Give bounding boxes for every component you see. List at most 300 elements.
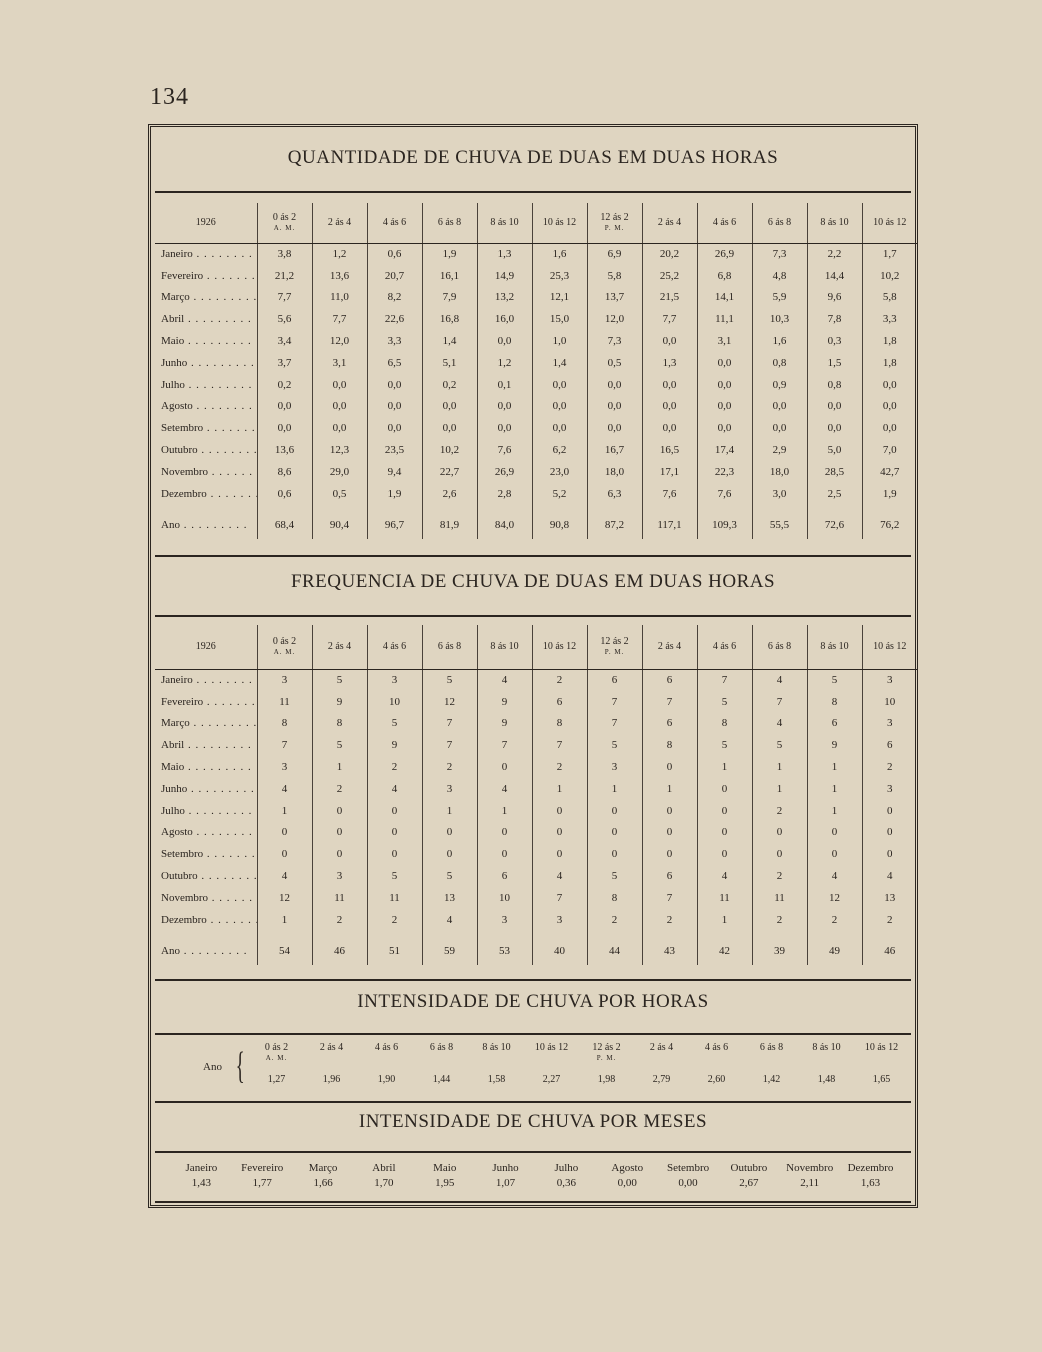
month-label: Novembro . . . bbox=[155, 461, 257, 483]
month-label: Maio . . . bbox=[155, 756, 257, 778]
table-cell: 7 bbox=[532, 887, 587, 909]
column-header-label: 8 ás 10 bbox=[812, 1042, 841, 1053]
table-cell: 1,8 bbox=[862, 330, 917, 352]
table-cell: 0 bbox=[752, 822, 807, 844]
column-header-label: 4 ás 6 bbox=[382, 641, 407, 653]
table-cell: 10,2 bbox=[422, 439, 477, 461]
column-header-label: 2 ás 4 bbox=[327, 641, 352, 653]
table-cell: 7,8 bbox=[807, 308, 862, 330]
table-cell: 4 bbox=[532, 865, 587, 887]
month-intensity bbox=[536, 1161, 597, 1191]
table-cell: 0,8 bbox=[752, 352, 807, 374]
intensity-value: 1,27 bbox=[267, 1074, 286, 1085]
year-header: 1926 bbox=[155, 625, 257, 669]
table-cell: 14,9 bbox=[477, 265, 532, 287]
table-cell: 0,0 bbox=[752, 396, 807, 418]
month-label: Agosto . . . bbox=[155, 822, 257, 844]
column-header bbox=[477, 203, 532, 243]
month-label: Setembro . . . bbox=[155, 417, 257, 439]
month-intensity bbox=[414, 1161, 475, 1191]
table-row bbox=[155, 287, 917, 309]
table-cell: 4 bbox=[257, 865, 312, 887]
table-cell: 4 bbox=[422, 909, 477, 931]
quantity-table bbox=[155, 203, 917, 539]
table-row bbox=[155, 265, 917, 287]
table-cell: 0,0 bbox=[642, 417, 697, 439]
month-label: Abril . . . bbox=[155, 734, 257, 756]
column-header-label: 4 ás 6 bbox=[712, 641, 737, 653]
table-cell: 3 bbox=[257, 756, 312, 778]
table-cell: 13,7 bbox=[587, 287, 642, 309]
table-cell: 6,5 bbox=[367, 352, 422, 374]
table-cell: 0,0 bbox=[367, 374, 422, 396]
table-cell: 16,8 bbox=[422, 308, 477, 330]
table-cell: 26,9 bbox=[477, 461, 532, 483]
table-cell: 53 bbox=[477, 931, 532, 965]
table-cell: 0,0 bbox=[422, 417, 477, 439]
table-cell: 11 bbox=[257, 691, 312, 713]
column-header-label: 2 ás 4 bbox=[327, 217, 352, 229]
table-cell: 12 bbox=[257, 887, 312, 909]
table-cell: 1,0 bbox=[532, 330, 587, 352]
table-cell: 0,6 bbox=[367, 243, 422, 265]
month-intensity bbox=[658, 1161, 719, 1191]
column-header-period: A. M. bbox=[273, 223, 296, 232]
column-header-period: A. M. bbox=[273, 647, 296, 656]
month-label: Outubro . . . bbox=[155, 865, 257, 887]
column-header-label: 6 ás 8 bbox=[767, 641, 792, 653]
month-intensity bbox=[353, 1161, 414, 1191]
column-header-label: 4 ás 6 bbox=[704, 1042, 729, 1053]
table-cell: 0 bbox=[642, 843, 697, 865]
table-cell: 5 bbox=[697, 734, 752, 756]
column-header-label: 10 ás 12 bbox=[542, 641, 577, 653]
table-cell: 10,3 bbox=[752, 308, 807, 330]
column-header-label: 10 ás 12 bbox=[873, 641, 907, 653]
column-header-label: 0 ás 2 bbox=[264, 1042, 289, 1053]
table-cell: 90,8 bbox=[532, 505, 587, 539]
table-cell: 0 bbox=[862, 843, 917, 865]
month-label: Outubro . . . bbox=[155, 439, 257, 461]
table-row bbox=[155, 669, 917, 691]
table-cell: 0 bbox=[807, 843, 862, 865]
table-row bbox=[155, 483, 917, 505]
month-name: Dezembro bbox=[847, 1162, 894, 1174]
year-header: 1926 bbox=[155, 203, 257, 243]
table-row bbox=[155, 691, 917, 713]
table-cell: 3 bbox=[862, 713, 917, 735]
table-cell: 7,7 bbox=[642, 308, 697, 330]
table-cell: 0 bbox=[477, 756, 532, 778]
column-header bbox=[752, 625, 807, 669]
table-cell: 3,1 bbox=[312, 352, 367, 374]
table-cell: 14,1 bbox=[697, 287, 752, 309]
table-cell: 1 bbox=[642, 778, 697, 800]
month-label: Novembro . . . bbox=[155, 887, 257, 909]
month-label: Janeiro . . . bbox=[155, 669, 257, 691]
table-cell: 2 bbox=[587, 909, 642, 931]
table-cell: 0 bbox=[752, 843, 807, 865]
column-header bbox=[697, 203, 752, 243]
table-cell: 96,7 bbox=[367, 505, 422, 539]
table-cell: 7 bbox=[477, 734, 532, 756]
column-header bbox=[532, 625, 587, 669]
table-cell: 0,0 bbox=[422, 396, 477, 418]
month-value: 1,66 bbox=[313, 1177, 333, 1189]
table-cell: 5 bbox=[367, 865, 422, 887]
table-cell: 2 bbox=[752, 909, 807, 931]
table-cell: 0,0 bbox=[642, 374, 697, 396]
table-cell: 2 bbox=[807, 909, 862, 931]
table-cell: 9 bbox=[367, 734, 422, 756]
table-cell: 3,7 bbox=[257, 352, 312, 374]
month-label: Dezembro . . . bbox=[155, 909, 257, 931]
table-cell: 1,6 bbox=[532, 243, 587, 265]
table-cell: 5 bbox=[422, 865, 477, 887]
intensity-hours-values bbox=[249, 1075, 909, 1085]
month-value: 0,00 bbox=[617, 1177, 637, 1189]
table-cell: 5 bbox=[422, 669, 477, 691]
column-header-label: 12 ás 2 bbox=[600, 635, 629, 647]
table-cell: 3,3 bbox=[367, 330, 422, 352]
table-cell: 11,1 bbox=[697, 308, 752, 330]
table-row bbox=[155, 243, 917, 265]
table-cell: 5 bbox=[367, 713, 422, 735]
table-cell: 7 bbox=[532, 734, 587, 756]
table-cell: 44 bbox=[587, 931, 642, 965]
table-cell: 0,0 bbox=[367, 417, 422, 439]
column-header-label: 10 ás 12 bbox=[864, 1042, 899, 1053]
intensity-value: 2,79 bbox=[652, 1074, 671, 1085]
table-cell: 5,2 bbox=[532, 483, 587, 505]
table-cell: 0 bbox=[257, 843, 312, 865]
column-header bbox=[689, 1043, 744, 1063]
table-cell: 1,5 bbox=[807, 352, 862, 374]
intensity-value: 1,96 bbox=[322, 1074, 341, 1085]
table-cell: 0,0 bbox=[862, 396, 917, 418]
table-cell: 1,4 bbox=[532, 352, 587, 374]
table-cell: 0 bbox=[862, 800, 917, 822]
table-cell: 6 bbox=[642, 669, 697, 691]
table-cell: 40 bbox=[532, 931, 587, 965]
table-cell: 117,1 bbox=[642, 505, 697, 539]
month-value: 1,43 bbox=[191, 1177, 212, 1189]
table-cell: 4 bbox=[752, 669, 807, 691]
table-cell: 9,4 bbox=[367, 461, 422, 483]
table-cell: 3 bbox=[312, 865, 367, 887]
intensity-value: 1,58 bbox=[487, 1074, 506, 1085]
table-cell: 4,8 bbox=[752, 265, 807, 287]
month-value: 1,70 bbox=[374, 1177, 394, 1189]
table-cell: 2 bbox=[532, 669, 587, 691]
table-cell: 81,9 bbox=[422, 505, 477, 539]
table-cell: 3 bbox=[257, 669, 312, 691]
month-name: Agosto bbox=[611, 1162, 644, 1174]
month-intensity bbox=[779, 1161, 840, 1191]
divider bbox=[155, 1033, 911, 1035]
table-cell: 2 bbox=[862, 756, 917, 778]
table-cell: 0 bbox=[312, 800, 367, 822]
table-cell: 5 bbox=[312, 669, 367, 691]
table-cell: 29,0 bbox=[312, 461, 367, 483]
table-cell: 46 bbox=[312, 931, 367, 965]
table-cell: 39 bbox=[752, 931, 807, 965]
table-cell: 17,4 bbox=[697, 439, 752, 461]
table-cell: 0 bbox=[587, 822, 642, 844]
table-cell: 0,0 bbox=[697, 374, 752, 396]
column-header-label: 6 ás 8 bbox=[767, 217, 792, 229]
table-cell: 6 bbox=[807, 713, 862, 735]
rain-tables-frame bbox=[148, 124, 918, 1208]
month-label: Agosto . . . bbox=[155, 396, 257, 418]
table-cell: 3 bbox=[587, 756, 642, 778]
table-cell: 0,8 bbox=[807, 374, 862, 396]
table-row bbox=[155, 778, 917, 800]
month-label: Maio . . . bbox=[155, 330, 257, 352]
column-header bbox=[469, 1043, 524, 1063]
table-cell: 0,2 bbox=[422, 374, 477, 396]
table-cell: 1,2 bbox=[312, 243, 367, 265]
table-cell: 3 bbox=[532, 909, 587, 931]
month-name: Fevereiro bbox=[241, 1162, 284, 1174]
column-header-label: 2 ás 4 bbox=[319, 1042, 344, 1053]
divider bbox=[155, 615, 911, 617]
table-cell: 1,9 bbox=[367, 483, 422, 505]
column-header bbox=[367, 625, 422, 669]
table-cell: 13 bbox=[422, 887, 477, 909]
table-cell: 22,7 bbox=[422, 461, 477, 483]
column-header bbox=[807, 625, 862, 669]
table-cell: 109,3 bbox=[697, 505, 752, 539]
column-header bbox=[312, 625, 367, 669]
table-cell: 0 bbox=[422, 822, 477, 844]
table-cell: 0,0 bbox=[257, 417, 312, 439]
column-header-period: P. M. bbox=[604, 647, 625, 656]
table-cell: 0 bbox=[697, 822, 752, 844]
table-cell: 2 bbox=[312, 909, 367, 931]
table-cell: 4 bbox=[752, 713, 807, 735]
table-row bbox=[155, 756, 917, 778]
divider bbox=[155, 1101, 911, 1103]
table-cell: 15,0 bbox=[532, 308, 587, 330]
month-label: Junho . . . bbox=[155, 352, 257, 374]
table-cell: 26,9 bbox=[697, 243, 752, 265]
column-header bbox=[312, 203, 367, 243]
table-cell: 2 bbox=[367, 756, 422, 778]
table-cell: 7,3 bbox=[587, 330, 642, 352]
table-cell: 2,6 bbox=[422, 483, 477, 505]
frequency-title: FREQUENCIA DE CHUVA DE DUAS EM DUAS HORAS bbox=[290, 571, 776, 592]
table-cell: 0,0 bbox=[807, 417, 862, 439]
table-cell: 7,7 bbox=[257, 287, 312, 309]
table-cell: 3,4 bbox=[257, 330, 312, 352]
month-label: Abril . . . bbox=[155, 308, 257, 330]
table-cell: 1 bbox=[807, 756, 862, 778]
table-cell: 1,6 bbox=[752, 330, 807, 352]
table-cell: 0,0 bbox=[312, 374, 367, 396]
table-cell: 8 bbox=[807, 691, 862, 713]
column-header-label: 2 ás 4 bbox=[649, 1042, 674, 1053]
table-cell: 3 bbox=[422, 778, 477, 800]
column-header-label: 8 ás 10 bbox=[820, 641, 849, 653]
column-header bbox=[862, 203, 917, 243]
table-cell: 2,8 bbox=[477, 483, 532, 505]
table-cell: 7,7 bbox=[312, 308, 367, 330]
table-cell: 0 bbox=[642, 800, 697, 822]
table-cell: 8 bbox=[697, 713, 752, 735]
column-header bbox=[697, 625, 752, 669]
year-total-row bbox=[155, 931, 917, 965]
month-intensity bbox=[475, 1161, 536, 1191]
table-cell: 8 bbox=[532, 713, 587, 735]
table-cell: 5,0 bbox=[807, 439, 862, 461]
column-header-label: 8 ás 10 bbox=[820, 217, 849, 229]
table-cell: 0,0 bbox=[807, 396, 862, 418]
table-cell: 76,2 bbox=[862, 505, 917, 539]
table-cell: 87,2 bbox=[587, 505, 642, 539]
column-header bbox=[642, 625, 697, 669]
table-cell: 0 bbox=[807, 822, 862, 844]
table-cell: 1 bbox=[752, 778, 807, 800]
divider bbox=[155, 555, 911, 557]
table-cell: 0,0 bbox=[587, 374, 642, 396]
column-header-label: 8 ás 10 bbox=[482, 1042, 511, 1053]
table-cell: 0 bbox=[697, 843, 752, 865]
table-cell: 6,3 bbox=[587, 483, 642, 505]
column-header bbox=[532, 203, 587, 243]
table-cell: 0 bbox=[587, 800, 642, 822]
column-header bbox=[587, 625, 642, 669]
table-cell: 0,0 bbox=[862, 417, 917, 439]
column-header bbox=[799, 1043, 854, 1063]
table-cell: 0,5 bbox=[587, 352, 642, 374]
table-cell: 0 bbox=[367, 800, 422, 822]
table-cell: 22,3 bbox=[697, 461, 752, 483]
table-cell: 54 bbox=[257, 931, 312, 965]
table-cell: 0,0 bbox=[532, 374, 587, 396]
table-cell: 0,0 bbox=[642, 396, 697, 418]
intensity-value: 1,65 bbox=[872, 1074, 891, 1085]
column-header bbox=[367, 203, 422, 243]
quantity-title: QUANTIDADE DE CHUVA DE DUAS EM DUAS HORAS bbox=[287, 147, 779, 168]
table-cell: 59 bbox=[422, 931, 477, 965]
table-row bbox=[155, 843, 917, 865]
table-cell: 9 bbox=[477, 713, 532, 735]
month-name: Novembro bbox=[786, 1162, 834, 1174]
column-header bbox=[587, 203, 642, 243]
column-header-label: 12 ás 2 bbox=[600, 211, 629, 223]
table-cell: 7 bbox=[697, 669, 752, 691]
table-cell: 6,2 bbox=[532, 439, 587, 461]
table-cell: 0,6 bbox=[257, 483, 312, 505]
table-cell: 8 bbox=[642, 734, 697, 756]
table-row bbox=[155, 396, 917, 418]
month-value: 1,63 bbox=[860, 1177, 881, 1189]
table-cell: 16,1 bbox=[422, 265, 477, 287]
table-cell: 49 bbox=[807, 931, 862, 965]
table-cell: 0 bbox=[312, 822, 367, 844]
table-cell: 0 bbox=[862, 822, 917, 844]
column-header bbox=[524, 1043, 579, 1063]
column-header-label: 10 ás 12 bbox=[873, 217, 907, 229]
month-value: 1,07 bbox=[495, 1177, 516, 1189]
table-cell: 18,0 bbox=[752, 461, 807, 483]
divider bbox=[155, 979, 911, 981]
column-header bbox=[422, 203, 477, 243]
table-cell: 3,0 bbox=[752, 483, 807, 505]
intensity-value: 2,60 bbox=[707, 1074, 726, 1085]
intensity-months-title: INTENSIDADE DE CHUVA POR MESES bbox=[358, 1111, 708, 1132]
month-intensity bbox=[171, 1161, 232, 1191]
column-header-label: 4 ás 6 bbox=[712, 217, 737, 229]
column-header bbox=[579, 1043, 634, 1063]
table-cell: 0 bbox=[312, 843, 367, 865]
table-cell: 0 bbox=[587, 843, 642, 865]
table-cell: 6 bbox=[532, 691, 587, 713]
table-cell: 7,6 bbox=[477, 439, 532, 461]
table-cell: 12 bbox=[422, 691, 477, 713]
column-header-label: 10 ás 12 bbox=[534, 1042, 569, 1053]
column-header bbox=[477, 625, 532, 669]
column-header-period: A. M. bbox=[265, 1054, 288, 1062]
column-header bbox=[634, 1043, 689, 1063]
table-cell: 9 bbox=[477, 691, 532, 713]
intensity-value: 1,44 bbox=[432, 1074, 451, 1085]
table-cell: 0,0 bbox=[587, 396, 642, 418]
month-value: 2,67 bbox=[739, 1177, 759, 1189]
table-cell: 12,1 bbox=[532, 287, 587, 309]
table-cell: 72,6 bbox=[807, 505, 862, 539]
table-cell: 7,6 bbox=[697, 483, 752, 505]
table-cell: 0,0 bbox=[257, 396, 312, 418]
month-value: 1,95 bbox=[435, 1177, 455, 1189]
table-cell: 5,6 bbox=[257, 308, 312, 330]
table-cell: 16,0 bbox=[477, 308, 532, 330]
table-cell: 0 bbox=[642, 822, 697, 844]
table-row bbox=[155, 439, 917, 461]
table-cell: 1,4 bbox=[422, 330, 477, 352]
table-cell: 20,7 bbox=[367, 265, 422, 287]
month-label: Fevereiro . . . bbox=[155, 691, 257, 713]
table-cell: 7,3 bbox=[752, 243, 807, 265]
month-intensity bbox=[293, 1161, 354, 1191]
table-cell: 21,2 bbox=[257, 265, 312, 287]
frequency-table bbox=[155, 625, 917, 965]
table-cell: 5 bbox=[587, 865, 642, 887]
table-cell: 13,6 bbox=[257, 439, 312, 461]
column-header bbox=[257, 625, 312, 669]
divider bbox=[155, 1151, 911, 1153]
table-cell: 16,7 bbox=[587, 439, 642, 461]
intensity-value: 1,48 bbox=[817, 1074, 836, 1085]
table-cell: 25,3 bbox=[532, 265, 587, 287]
column-header-label: 2 ás 4 bbox=[657, 641, 682, 653]
table-cell: 28,5 bbox=[807, 461, 862, 483]
table-cell: 8 bbox=[257, 713, 312, 735]
column-header-label: 10 ás 12 bbox=[542, 217, 577, 229]
table-cell: 0 bbox=[532, 800, 587, 822]
table-cell: 10,2 bbox=[862, 265, 917, 287]
table-cell: 14,4 bbox=[807, 265, 862, 287]
table-cell: 2 bbox=[422, 756, 477, 778]
table-cell: 1,9 bbox=[862, 483, 917, 505]
table-cell: 1,3 bbox=[642, 352, 697, 374]
column-header bbox=[854, 1043, 909, 1063]
column-header bbox=[249, 1043, 304, 1063]
table-cell: 0,0 bbox=[367, 396, 422, 418]
table-cell: 5,8 bbox=[862, 287, 917, 309]
table-cell: 10 bbox=[477, 887, 532, 909]
